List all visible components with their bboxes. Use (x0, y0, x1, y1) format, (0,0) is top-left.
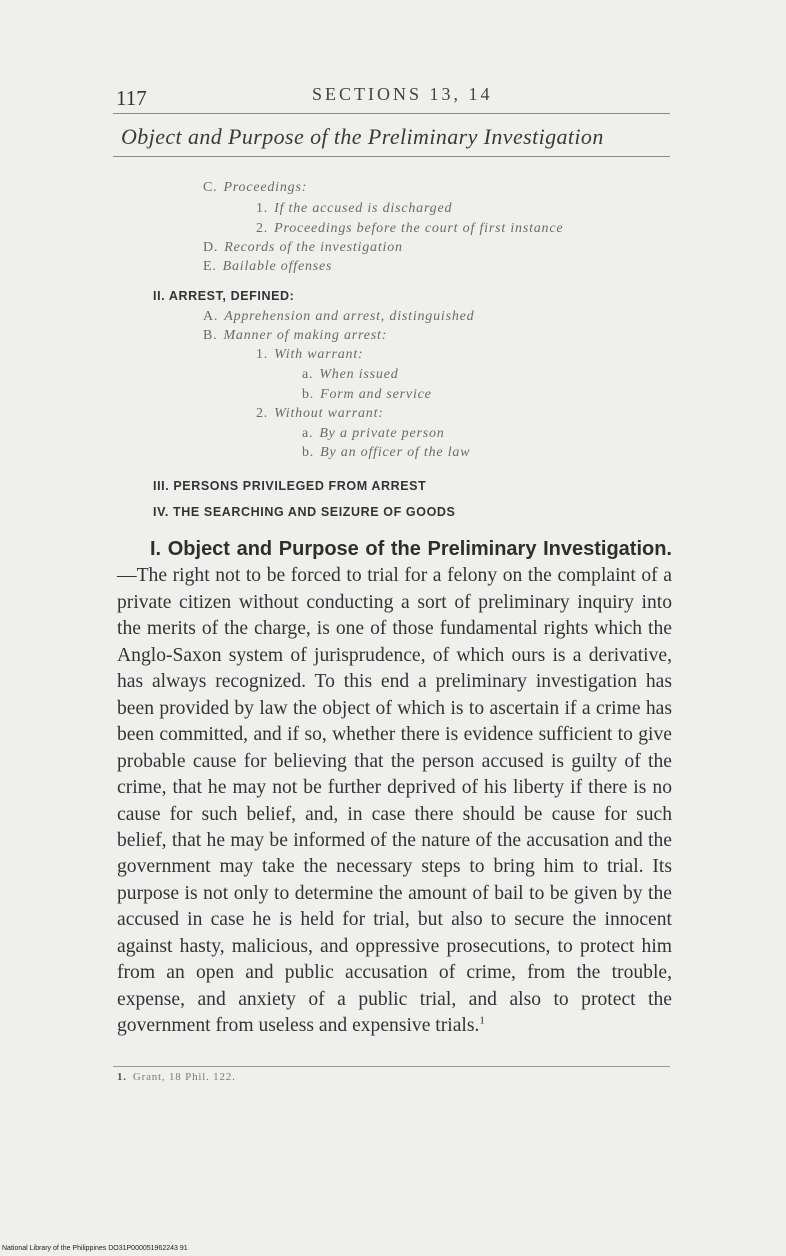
outline-item-b1b (302, 387, 432, 403)
outline-mark: a. (302, 367, 314, 382)
outline-mark: B. (203, 328, 218, 343)
outline-item-c (203, 180, 307, 196)
outline-item-b (203, 328, 387, 344)
outline-mark: D. (203, 240, 219, 255)
outline-text: By an officer of the law (320, 445, 471, 460)
scan-label: National Library of the Philippines DO31P000051962243 91 (2, 1245, 188, 1252)
outline-section-4: IV. THE SEARCHING AND SEIZURE OF GOODS (153, 505, 456, 519)
outline-mark: A. (203, 309, 219, 324)
outline-item-d (203, 240, 403, 256)
outline-item-b1 (256, 347, 363, 363)
outline-text: Proceedings before the court of first instance (274, 221, 564, 236)
outline-section-2: II. ARREST, DEFINED: (153, 289, 295, 303)
outline-item-b2a (302, 426, 445, 442)
outline-mark: E. (203, 259, 217, 274)
outline-item-b2 (256, 406, 384, 422)
footnote-text: Grant, 18 Phil. 122. (132, 1071, 236, 1083)
outline-item-b1a (302, 367, 399, 383)
page-number: 117 (116, 86, 147, 110)
outline-section-3: III. PERSONS PRIVILEGED FROM ARREST (153, 479, 427, 493)
outline-item-c1 (256, 201, 452, 217)
outline-mark: b. (302, 387, 315, 402)
outline-text: Without warrant: (274, 406, 384, 421)
footnote-rule (113, 1066, 670, 1067)
outline-mark: 2. (256, 406, 269, 421)
header-rule-top (113, 113, 670, 114)
outline-item-b2b (302, 445, 470, 461)
outline-text: When issued (319, 367, 399, 382)
outline-mark: b. (302, 445, 315, 460)
outline-text: Apprehension and arrest, distinguished (224, 309, 475, 324)
footnote-ref: 1 (479, 1014, 485, 1027)
running-title: Object and Purpose of the Preliminary Investigation (121, 124, 604, 149)
outline-text: If the accused is discharged (274, 201, 453, 216)
outline-mark: a. (302, 426, 314, 441)
outline-text: Proceedings: (223, 180, 308, 195)
outline-mark: 1. (256, 347, 269, 362)
outline-mark: 2. (256, 221, 269, 236)
outline-text: By a private person (319, 426, 445, 441)
section-header: SECTIONS 13, 14 (312, 84, 493, 104)
outline-text: With warrant: (274, 347, 364, 362)
outline-item-e (203, 259, 332, 275)
body-paragraph (117, 536, 672, 1040)
outline-item-c2 (256, 221, 563, 237)
outline-item-a (203, 309, 474, 325)
outline-text: Bailable offenses (222, 259, 333, 274)
outline-mark: C. (203, 180, 218, 195)
paragraph-text: —The right not to be forced to trial for a felony on the complaint of a private citizen without conducting a sort of preliminary inquiry into the merits of the charge, is one of those fundamental rights which the Anglo-Saxon system of jurisprudence, of which ours is a derivative, has always recognized. To this end a preliminary investigation has been provided by law the object of which is to ascertain if a crime has been committed, and if so, whether there is evidence sufficient to give probable cause for believing that the person accused is guilty of the crime, that he may not be further deprived of his liberty if there is no cause for such belief, and, in case there should be cause for such belief, that he may be informed of the nature of the accusation and the government may take the necessary steps to bring him to trial. Its purpose is not only to determine the amount of bail to be given by the accused in case he is held for trial, but also to secure the innocent against hasty, malicious, and oppressive prosecutions, to protect him from an open and public accusation of crime, from the trouble, expense, and anxiety of a public trial, and also to protect the government from useless and expensive trials. (117, 565, 672, 1037)
outline-mark: 1. (256, 201, 269, 216)
outline-text: Records of the investigation (224, 240, 403, 255)
footnote-number: 1. (117, 1071, 127, 1083)
section-heading: I. Object and Purpose of the Preliminary Investigation. (150, 538, 672, 560)
outline-text: Form and service (320, 387, 432, 402)
outline-text: Manner of making arrest: (223, 328, 388, 343)
footnote (117, 1071, 236, 1083)
header-rule-bottom (113, 156, 670, 157)
